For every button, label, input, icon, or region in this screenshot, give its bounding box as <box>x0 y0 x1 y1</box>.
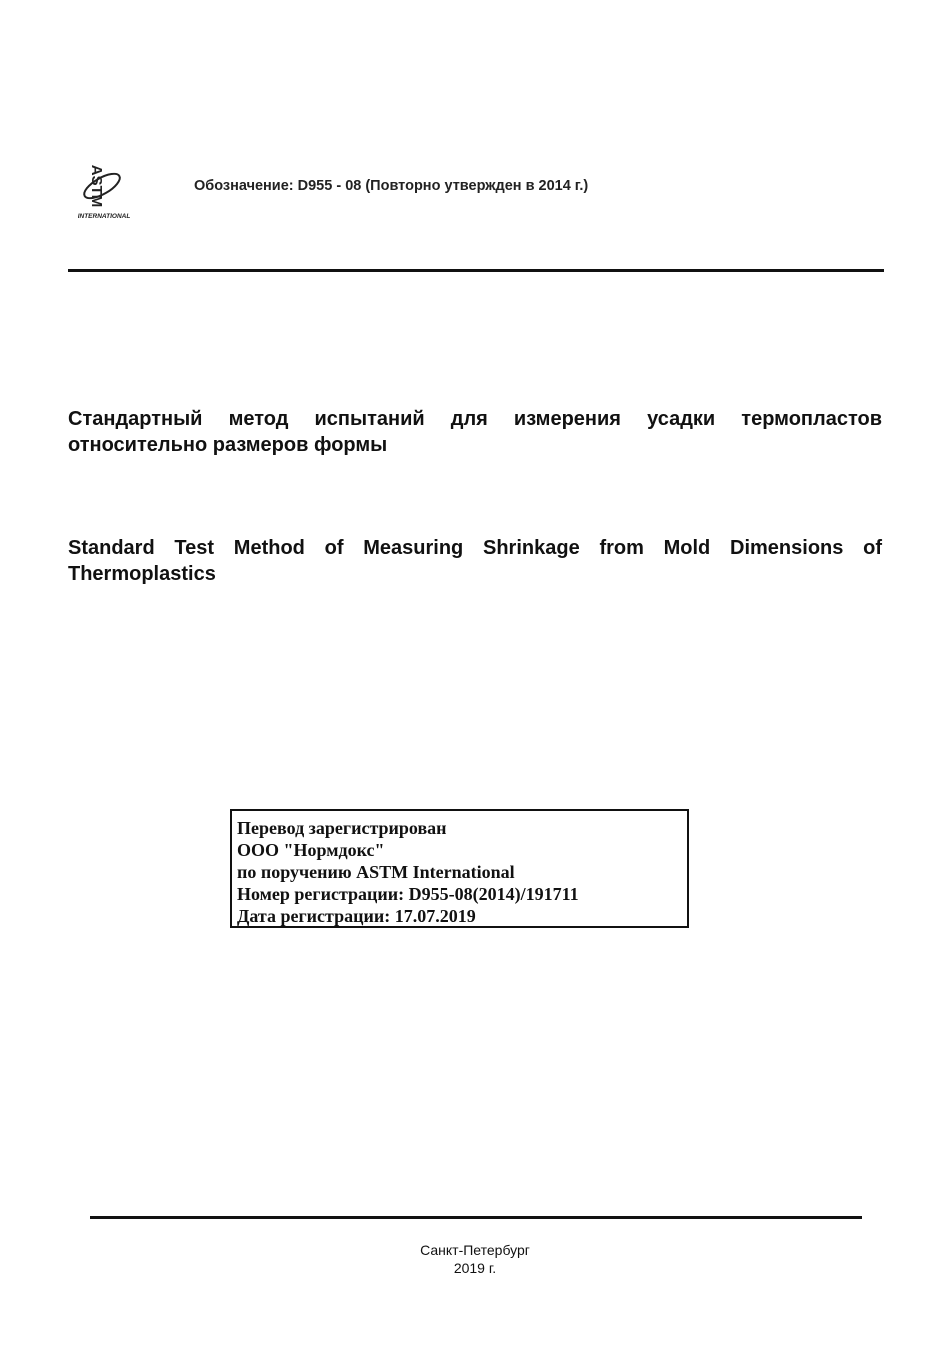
footer-city: Санкт-Петербург <box>420 1242 530 1258</box>
title-russian: Стандартный метод испытаний для измерения усадки термопластов относительно размеров формы <box>68 408 882 456</box>
footer-year: 2019 г. <box>453 1260 497 1276</box>
footer-divider <box>90 1216 862 1219</box>
designation: Обозначение: D955 - 08 (Повторно утвержден в 2014 г.) <box>194 178 589 194</box>
svg-text:INTERNATIONAL: INTERNATIONAL <box>78 213 131 220</box>
astm-logo <box>78 164 132 222</box>
svg-text:ASTM: ASTM <box>88 164 105 208</box>
title-english: Standard Test Method of Measuring Shrinkage from Mold Dimensions of Thermoplastics <box>68 537 882 585</box>
footer <box>0 1241 950 1277</box>
header-divider <box>68 269 884 272</box>
registration-number: Номер регистрации: D955-08(2014)/191711 <box>237 884 579 904</box>
registration-date: Дата регистрации: 17.07.2019 <box>237 906 476 926</box>
registration-box <box>230 809 689 928</box>
registration-line: по поручению ASTM International <box>237 862 515 882</box>
registration-line: Перевод зарегистрирован <box>237 818 447 838</box>
registration-line: ООО "Нормдокс" <box>237 840 385 860</box>
